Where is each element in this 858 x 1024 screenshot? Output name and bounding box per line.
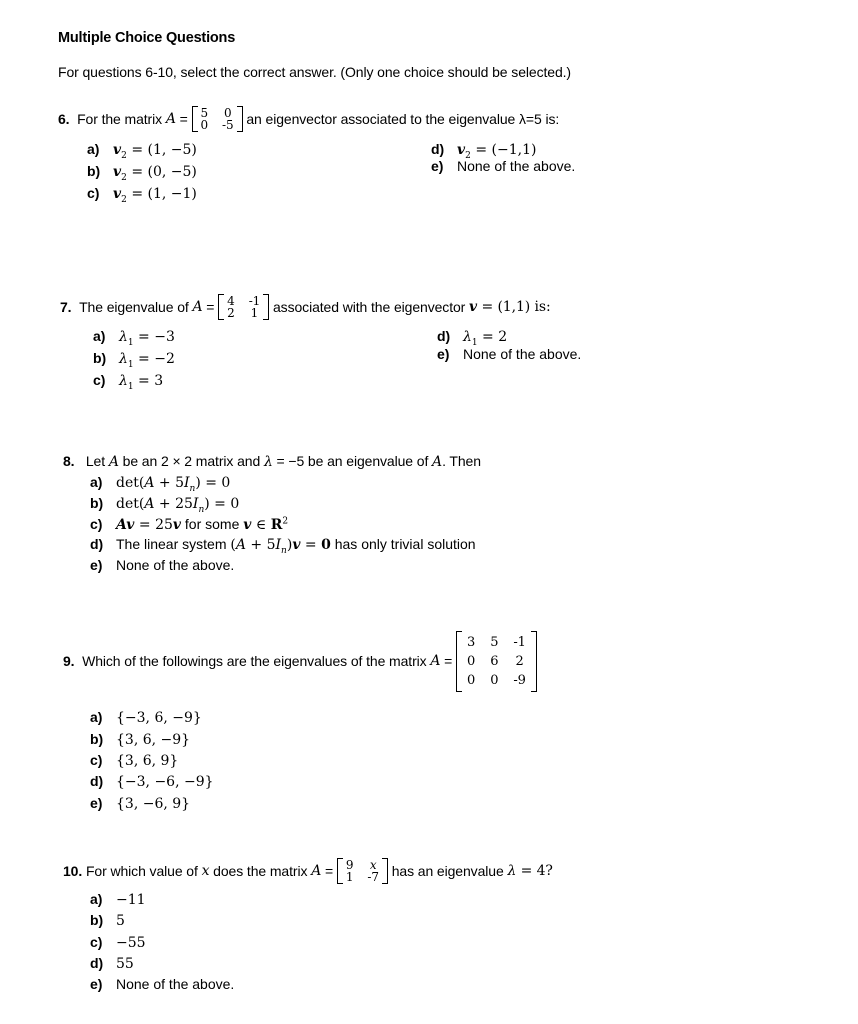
- matrix-entry: 0: [200, 118, 209, 132]
- question-text: associated with the eigenvector: [273, 299, 466, 315]
- option-text: (0, −5): [147, 164, 197, 180]
- option-label: c): [87, 185, 100, 201]
- matrix-entry: 0: [490, 672, 499, 688]
- option-label: c): [90, 934, 103, 950]
- question-7-stem: 7. The eigenvalue of A = 4 -1 2 1 associated with the eigenvector v = (1,1) is:: [60, 294, 551, 320]
- option-label: c): [90, 516, 103, 532]
- matrix-a: [218, 294, 269, 320]
- question-text: = −5 be an eigenvalue of: [276, 453, 429, 469]
- option-c[interactable]: c) $v_2 = (1$, −1): [87, 185, 197, 205]
- matrix-entry: -5: [222, 118, 234, 132]
- matrix-entry: -1: [248, 294, 261, 308]
- option-text: (1, −5): [147, 142, 197, 158]
- matrix-entry: -7: [367, 870, 379, 884]
- option-text: −55: [116, 935, 146, 951]
- option-e[interactable]: [431, 158, 575, 174]
- question-number: 6.: [58, 111, 70, 127]
- option-text: $\det(A + 5I_n) = 0$: [116, 475, 231, 494]
- option-label: d): [437, 328, 451, 344]
- matrix-entry: -9: [513, 672, 526, 688]
- question-number: 7.: [60, 299, 72, 315]
- question-text: For which value of: [85, 863, 198, 879]
- option-text: $\det(A + 25I_n) = 0$: [116, 496, 240, 515]
- question-8-stem: 8. Let A be an 2 × 2 matrix and λ = −5 be an eigenvalue of A. Then: [63, 453, 481, 470]
- matrix-a: [337, 858, 388, 884]
- matrix-entry: 1: [345, 870, 354, 884]
- matrix-entry: 0: [467, 653, 476, 669]
- option-text: None of the above.: [116, 557, 235, 573]
- option-text: Av = 25v: [116, 517, 182, 533]
- matrix-entry: x: [369, 858, 377, 872]
- option-text: {3, −6, 9}: [116, 796, 191, 812]
- question-text: Which of the followings are the eigenvalues of the matrix: [82, 653, 427, 669]
- option-label: a): [87, 141, 100, 157]
- option-d[interactable]: d) The linear system $(A + 5I_n)v = 0$ has only trivial solution: [90, 536, 476, 556]
- option-label: b): [90, 495, 104, 511]
- matrix-entry: 5: [200, 106, 209, 120]
- option-label: e): [437, 346, 450, 362]
- matrix-entry: 2: [515, 653, 524, 669]
- eigenvector-value: (1,1) is:: [497, 299, 551, 315]
- matrix-entry: 0: [467, 672, 476, 688]
- option-e[interactable]: [90, 795, 190, 812]
- option-d[interactable]: d) $v_2 = (-1,1)$: [431, 141, 537, 161]
- question-6-stem: 6. For the matrix A = 5 0 0 -5 an eigenvector associated to the eigenvalue λ=5 is:: [58, 106, 560, 132]
- option-text: {−3, 6, −9}: [116, 710, 202, 726]
- question-text: has an eigenvalue: [391, 863, 504, 879]
- option-text: (1, −1): [147, 186, 197, 202]
- matrix-entry: -1: [513, 634, 526, 650]
- question-text: Let: [85, 453, 106, 469]
- option-b[interactable]: b) $\lambda_1 = -2$: [93, 350, 175, 370]
- option-e[interactable]: [90, 976, 234, 992]
- option-a[interactable]: [90, 474, 230, 494]
- option-label: e): [90, 557, 103, 573]
- option-d[interactable]: d) $\lambda_1 = 2$: [437, 328, 508, 348]
- option-text: None of the above.: [116, 976, 235, 992]
- option-label: b): [90, 912, 104, 928]
- option-label: b): [87, 163, 101, 179]
- question-text: The eigenvalue of: [79, 299, 189, 315]
- matrix-entry: 4: [227, 294, 235, 308]
- option-text: 3: [154, 373, 164, 389]
- option-label: e): [90, 976, 103, 992]
- matrix-entry: 5: [490, 634, 499, 650]
- option-label: a): [90, 891, 103, 907]
- option-c[interactable]: [90, 934, 146, 951]
- option-label: d): [90, 773, 104, 789]
- question-text: does the matrix: [213, 863, 308, 879]
- matrix-entry: 3: [467, 634, 476, 650]
- option-c[interactable]: c) $\lambda_1 = 3$: [93, 372, 164, 392]
- option-label: d): [90, 955, 104, 971]
- option-a[interactable]: [90, 891, 146, 908]
- option-label: b): [93, 350, 107, 366]
- option-label: c): [93, 372, 106, 388]
- option-a[interactable]: a) $v_2 = (1$, −5): [87, 141, 197, 161]
- option-label: e): [431, 158, 444, 174]
- option-d[interactable]: [90, 955, 134, 972]
- question-text: an eigenvector associated to the eigenvalue λ=5 is:: [246, 111, 560, 127]
- option-label: a): [90, 709, 103, 725]
- option-text: −2: [154, 351, 175, 367]
- question-9-stem: 9. Which of the followings are the eigenvalues of the matrix A = 3 5 -1 0 6 2 0 0 -9: [63, 632, 537, 690]
- option-text: {3, 6, −9}: [116, 732, 191, 748]
- option-text: (−1,1): [491, 142, 537, 158]
- option-label: b): [90, 731, 104, 747]
- option-label: c): [90, 752, 103, 768]
- option-b[interactable]: [90, 495, 239, 515]
- question-text: = 4?: [520, 863, 553, 879]
- option-label: d): [431, 141, 445, 157]
- option-e[interactable]: [437, 346, 581, 362]
- question-text: For the matrix: [77, 111, 163, 127]
- option-a[interactable]: a) $\lambda_1 = -3$: [93, 328, 175, 348]
- question-text: be an 2 × 2 matrix and: [122, 453, 261, 469]
- option-label: d): [90, 536, 104, 552]
- matrix-a: [456, 631, 537, 692]
- option-text: −11: [116, 892, 146, 908]
- matrix-entry: 6: [490, 653, 499, 669]
- question-number: 8.: [63, 453, 75, 469]
- option-b[interactable]: [90, 912, 125, 929]
- option-c[interactable]: c) Av = 25v for some v ∈ $R^2$: [90, 516, 289, 533]
- option-label: e): [90, 795, 103, 811]
- matrix-entry: 0: [224, 106, 232, 120]
- matrix-entry: 9: [345, 858, 354, 872]
- option-text: 2: [498, 329, 508, 345]
- option-label: a): [93, 328, 106, 344]
- page-title: Multiple Choice Questions: [58, 30, 236, 46]
- matrix-entry: 1: [250, 306, 259, 320]
- option-a[interactable]: [90, 709, 202, 726]
- option-b[interactable]: [90, 731, 190, 748]
- instructions: For questions 6-10, select the correct answer. (Only one choice should be selected.): [58, 64, 571, 80]
- option-text: −3: [154, 329, 175, 345]
- option-label: a): [90, 474, 103, 490]
- option-text: None of the above.: [457, 158, 576, 174]
- matrix-entry: 2: [227, 306, 235, 320]
- option-text: 5: [116, 913, 125, 929]
- option-text: 55: [116, 956, 134, 972]
- option-b[interactable]: b) $v_2 = (0$, −5): [87, 163, 197, 183]
- question-10-stem: 10. For which value of x does the matrix A = 9 x 1 -7 has an eigenvalue λ = 4?: [63, 858, 553, 884]
- question-number: 9.: [63, 653, 75, 669]
- matrix-a: [192, 106, 243, 132]
- option-c[interactable]: [90, 752, 178, 769]
- option-text: {3, 6, 9}: [116, 753, 179, 769]
- option-d[interactable]: [90, 773, 214, 790]
- question-number: 10.: [63, 863, 83, 879]
- option-e[interactable]: [90, 557, 234, 573]
- option-text: None of the above.: [463, 346, 582, 362]
- option-text: {−3, −6, −9}: [116, 774, 214, 790]
